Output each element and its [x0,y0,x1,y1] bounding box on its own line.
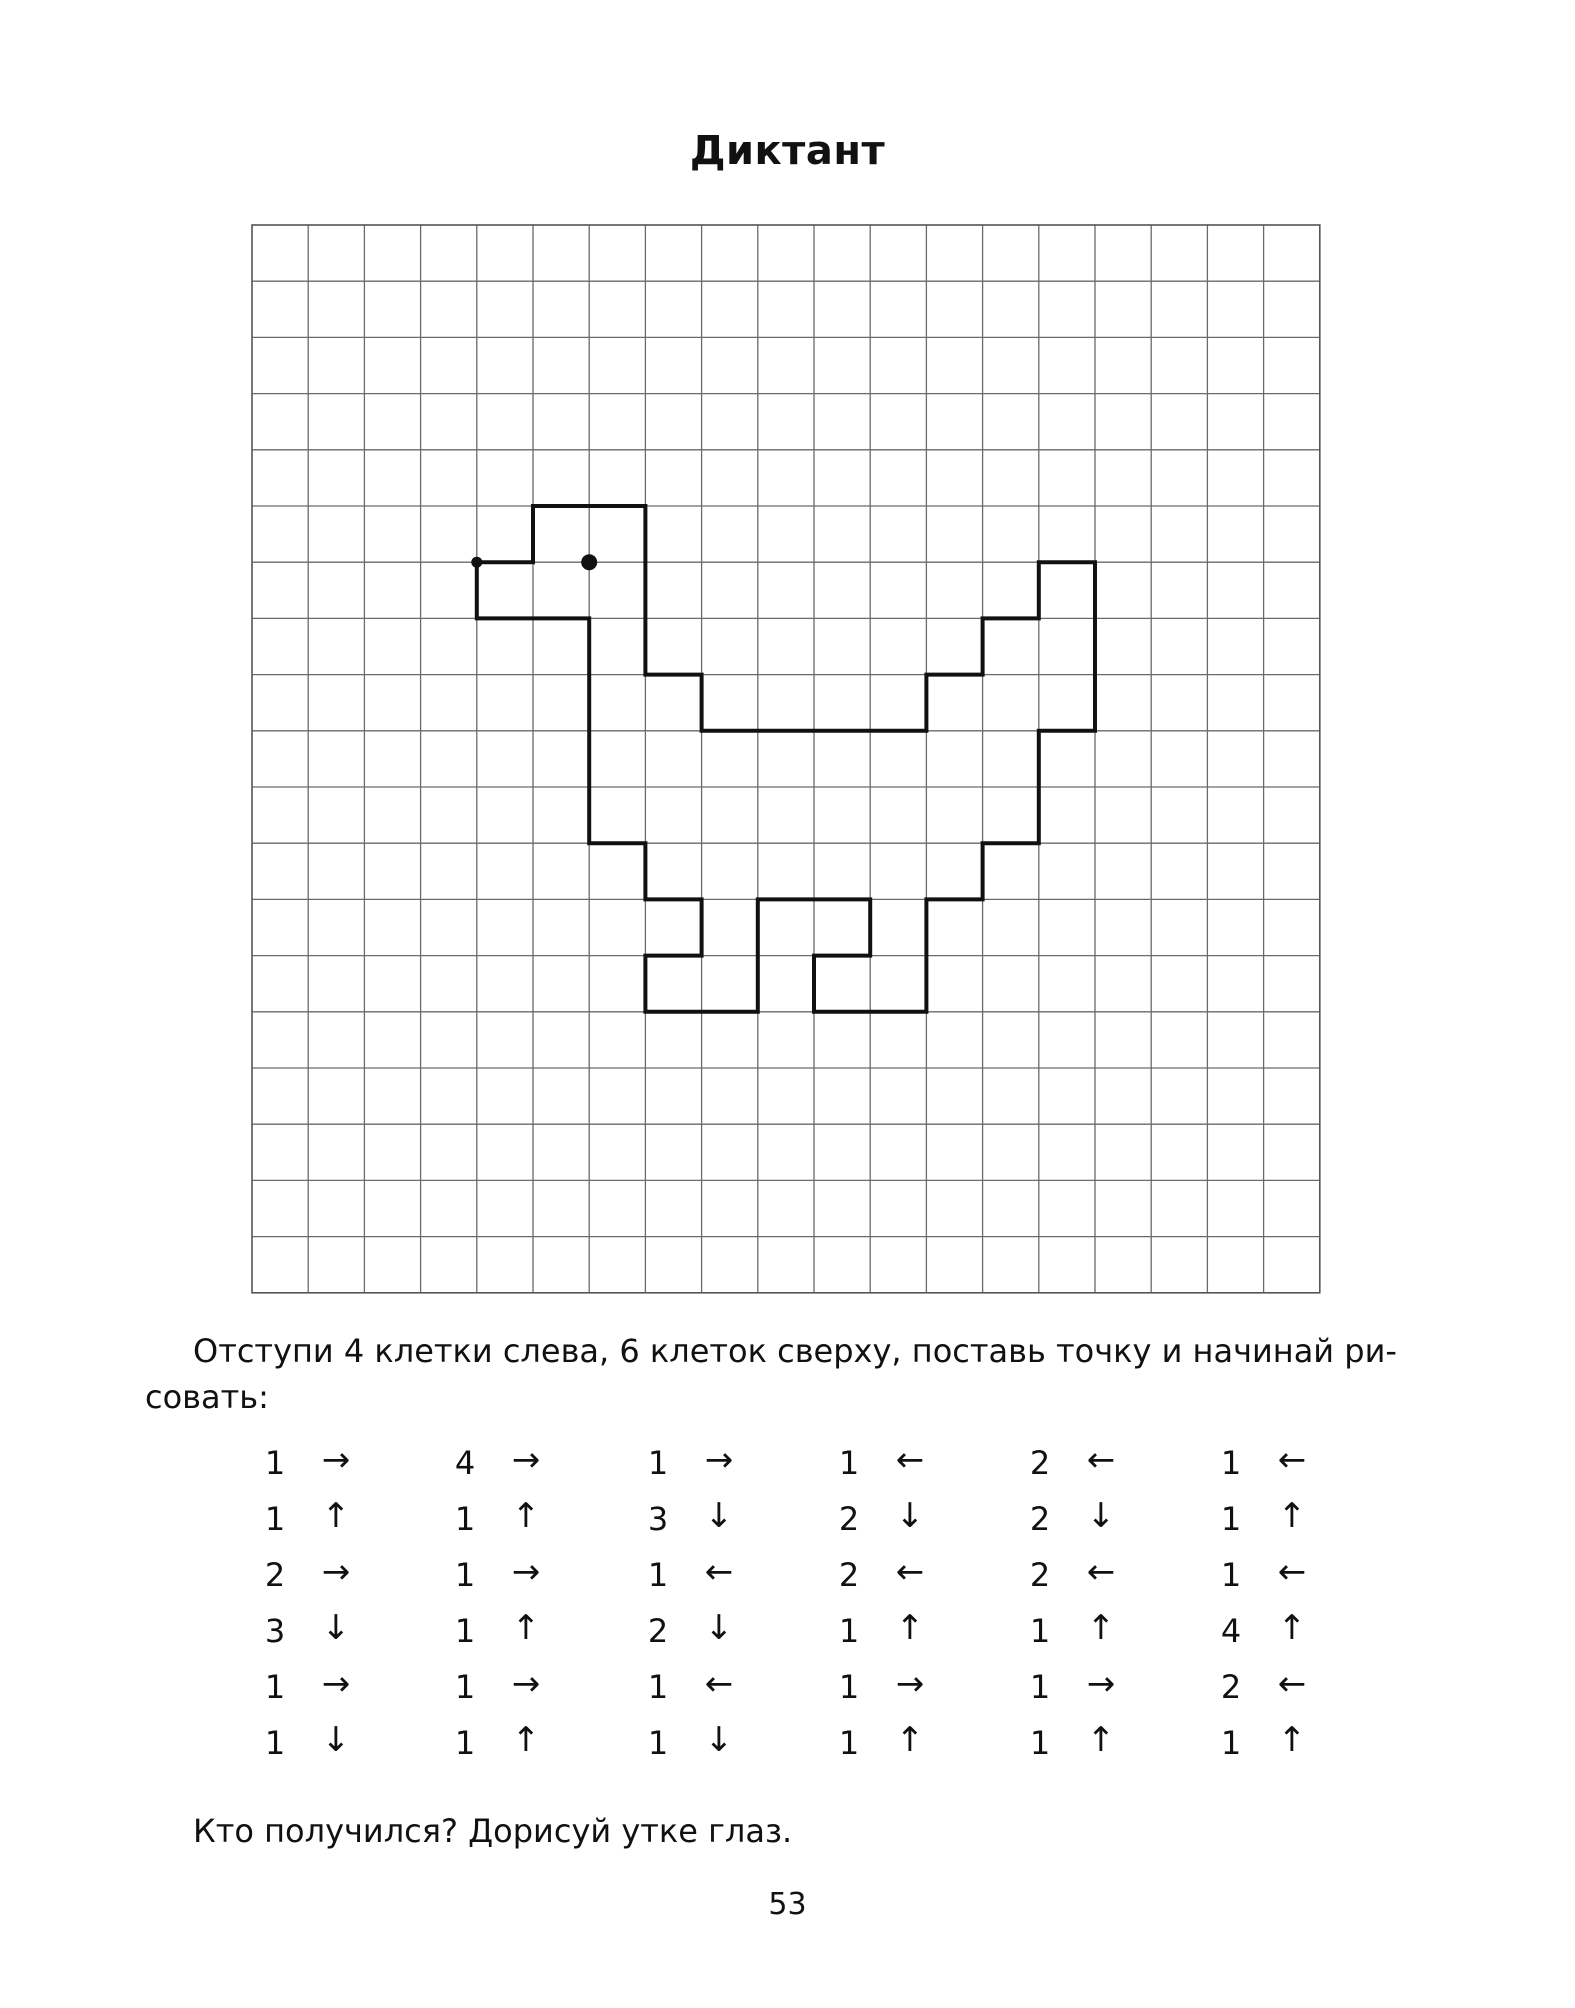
arrow-left-icon: ← [1277,1552,1307,1592]
step-row [1218,1552,1368,1608]
arrow-up-icon: ↑ [895,1608,925,1648]
arrow-right-icon: → [321,1552,351,1592]
arrow-right-icon: → [511,1664,541,1704]
step-count: 1 [838,1724,860,1762]
step-row [452,1608,602,1664]
step-count: 2 [1029,1500,1051,1538]
arrow-left-icon: ← [895,1440,925,1480]
arrow-up-icon: ↑ [511,1608,541,1648]
step-row [836,1552,986,1608]
duck-outline [477,506,1095,1012]
step-row [452,1552,602,1608]
step-count: 1 [454,1556,476,1594]
step-column [262,1440,412,1776]
step-count: 3 [647,1500,669,1538]
step-row [836,1496,986,1552]
step-count: 1 [647,1444,669,1482]
arrow-left-icon: ← [1277,1440,1307,1480]
arrow-up-icon: ↑ [895,1720,925,1760]
step-count: 2 [1220,1668,1242,1706]
arrow-left-icon: ← [704,1664,734,1704]
step-count: 1 [647,1724,669,1762]
arrow-up-icon: ↑ [1277,1720,1307,1760]
step-count: 1 [1220,1724,1242,1762]
step-count: 1 [454,1668,476,1706]
step-count: 1 [838,1444,860,1482]
arrow-down-icon: ↓ [704,1720,734,1760]
step-count: 2 [838,1500,860,1538]
step-row [262,1720,412,1776]
step-row [645,1664,795,1720]
step-count: 1 [264,1500,286,1538]
arrow-right-icon: → [511,1552,541,1592]
step-count: 4 [454,1444,476,1482]
arrow-right-icon: → [704,1440,734,1480]
step-count: 1 [264,1444,286,1482]
arrow-right-icon: → [511,1440,541,1480]
step-column [645,1440,795,1776]
arrow-up-icon: ↑ [1086,1608,1116,1648]
step-row [836,1664,986,1720]
step-count: 1 [838,1612,860,1650]
step-count: 1 [1029,1612,1051,1650]
step-row [452,1440,602,1496]
step-count: 2 [647,1612,669,1650]
step-column [452,1440,602,1776]
step-count: 1 [647,1556,669,1594]
step-row [452,1720,602,1776]
step-row [1027,1664,1177,1720]
arrow-down-icon: ↓ [704,1496,734,1536]
step-row [645,1608,795,1664]
step-row [645,1496,795,1552]
arrow-up-icon: ↑ [511,1496,541,1536]
step-row [836,1608,986,1664]
question-text: Кто получился? Дорисуй утке глаз. [193,1812,793,1850]
step-row [1218,1608,1368,1664]
step-count: 1 [454,1612,476,1650]
step-row [262,1552,412,1608]
step-row [1218,1664,1368,1720]
step-row [645,1440,795,1496]
step-row [1027,1496,1177,1552]
step-column [836,1440,986,1776]
dictation-steps [0,1440,1575,1780]
step-column [1027,1440,1177,1776]
step-count: 1 [264,1668,286,1706]
step-column [1218,1440,1368,1776]
grid-border [252,225,1320,1293]
step-row [452,1664,602,1720]
step-row [645,1552,795,1608]
arrow-left-icon: ← [1086,1440,1116,1480]
arrow-right-icon: → [321,1440,351,1480]
step-count: 3 [264,1612,286,1650]
arrow-down-icon: ↓ [895,1496,925,1536]
arrow-down-icon: ↓ [1086,1496,1116,1536]
instruction-line-2: совать: [145,1378,269,1416]
step-row [836,1440,986,1496]
step-row [262,1496,412,1552]
instructions [145,1328,1445,1420]
step-row [1027,1552,1177,1608]
step-row [1027,1720,1177,1776]
arrow-up-icon: ↑ [321,1496,351,1536]
step-row [1218,1720,1368,1776]
step-count: 1 [647,1668,669,1706]
instruction-line-1: Отступи 4 клетки слева, 6 клеток сверху, поставь точку и начинай ри- [193,1332,1397,1370]
step-count: 1 [264,1724,286,1762]
step-count: 2 [264,1556,286,1594]
page-number: 53 [768,1887,807,1922]
step-count: 2 [838,1556,860,1594]
step-row [836,1720,986,1776]
step-row [262,1608,412,1664]
arrow-up-icon: ↑ [1277,1496,1307,1536]
step-count: 1 [454,1500,476,1538]
arrow-left-icon: ← [1086,1552,1116,1592]
arrow-down-icon: ↓ [321,1720,351,1760]
step-count: 2 [1029,1444,1051,1482]
arrow-right-icon: → [895,1664,925,1704]
arrow-down-icon: ↓ [704,1608,734,1648]
arrow-left-icon: ← [704,1552,734,1592]
arrow-down-icon: ↓ [321,1608,351,1648]
step-count: 1 [1220,1500,1242,1538]
arrow-right-icon: → [1086,1664,1116,1704]
step-count: 1 [838,1668,860,1706]
arrow-left-icon: ← [895,1552,925,1592]
step-count: 1 [1029,1668,1051,1706]
arrow-right-icon: → [321,1664,351,1704]
step-row [1218,1440,1368,1496]
start-dot [471,557,482,568]
step-count: 1 [1029,1724,1051,1762]
step-count: 4 [1220,1612,1242,1650]
step-count: 1 [1220,1444,1242,1482]
arrow-up-icon: ↑ [511,1720,541,1760]
arrow-up-icon: ↑ [1086,1720,1116,1760]
step-count: 2 [1029,1556,1051,1594]
step-count: 1 [1220,1556,1242,1594]
step-count: 1 [454,1724,476,1762]
arrow-left-icon: ← [1277,1664,1307,1704]
step-row [1218,1496,1368,1552]
duck-eye-dot [581,554,597,570]
step-row [1027,1440,1177,1496]
step-row [645,1720,795,1776]
step-row [262,1440,412,1496]
arrow-up-icon: ↑ [1277,1608,1307,1648]
step-row [262,1664,412,1720]
page-title: Диктант [689,128,886,174]
step-row [1027,1608,1177,1664]
step-row [452,1496,602,1552]
